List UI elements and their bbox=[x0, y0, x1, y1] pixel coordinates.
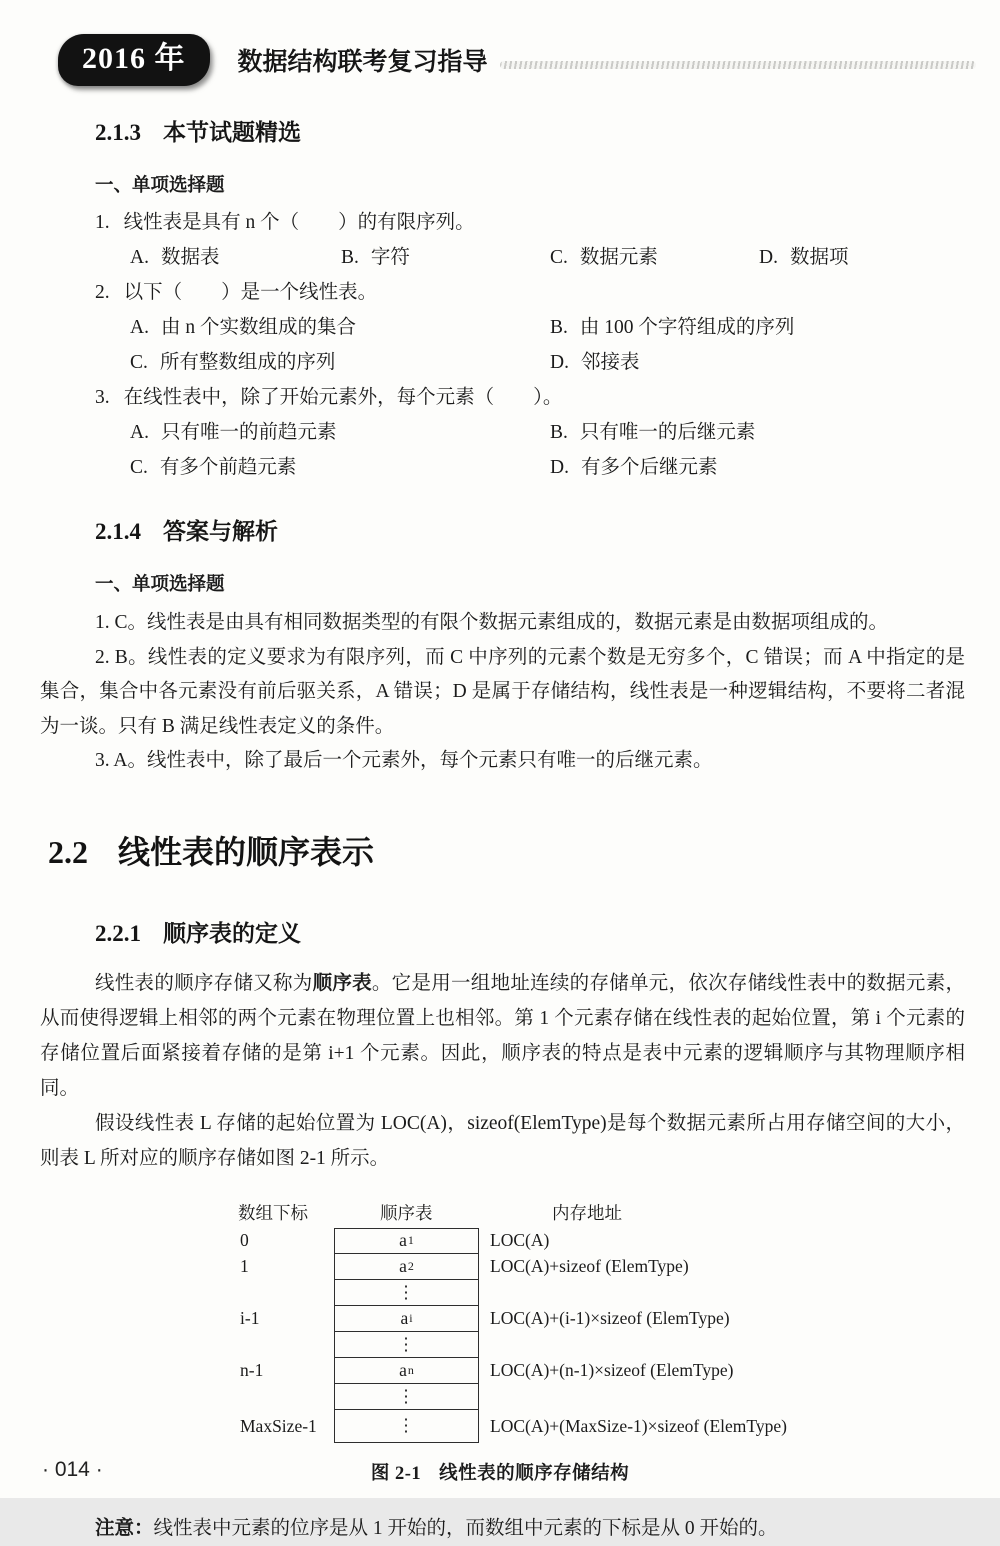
section-heading-2-1-4 bbox=[95, 513, 1000, 546]
figure-cell-ellipsis: ⋮ bbox=[334, 1280, 479, 1306]
option-b: B. 只有唯一的后继元素 bbox=[550, 422, 756, 443]
section-title: 线性表的顺序表示 bbox=[118, 833, 375, 870]
question-number: 3. bbox=[95, 387, 110, 408]
figure-memory-address: LOC(A)+(i-1)×sizeof (ElemType) bbox=[490, 1308, 730, 1329]
section-number: 2.1.3 bbox=[95, 120, 141, 145]
figure-cell: a n bbox=[334, 1358, 479, 1384]
figure-memory-address bbox=[479, 1332, 1000, 1358]
page-number: · 014 · bbox=[42, 1458, 103, 1481]
page-header bbox=[0, 0, 1000, 86]
figure-memory-address: LOC(A)+sizeof (ElemType) bbox=[490, 1256, 689, 1277]
option-c: C. 所有整数组成的序列 bbox=[130, 352, 336, 373]
option-d: D. 数据项 bbox=[759, 247, 849, 268]
figure-caption-number: 图 2-1 bbox=[370, 1463, 422, 1484]
section-title: 本节试题精选 bbox=[163, 119, 301, 145]
answer-1: 1. C。线性表是由具有相同数据类型的有限个数据元素组成的，数据元素是由数据项组成的。 bbox=[95, 612, 889, 633]
figure-memory-address bbox=[479, 1384, 1000, 1410]
year-badge: 2016 年 bbox=[58, 34, 210, 86]
figure-row-index: n-1 bbox=[240, 1360, 264, 1381]
term-shunxubiao: 顺序表 bbox=[312, 972, 372, 994]
note-text: 线性表中元素的位序是从 1 开始的，而数组中元素的下标是从 0 开始的。 bbox=[153, 1517, 778, 1539]
question-text: 在线性表中，除了开始元素外，每个元素（ ）。 bbox=[123, 387, 563, 408]
figure-cell: a i bbox=[334, 1306, 479, 1332]
figure-row-index bbox=[238, 1280, 334, 1306]
answer-type-heading: 一、单项选择题 bbox=[95, 575, 225, 595]
figure-memory-address: LOC(A)+(n-1)×sizeof (ElemType) bbox=[490, 1360, 734, 1381]
figure-memory-address bbox=[479, 1280, 1000, 1306]
question-3 bbox=[95, 380, 1000, 415]
figure-storage-diagram bbox=[238, 1228, 1000, 1443]
figure-column-headers bbox=[0, 1200, 1000, 1224]
option-c: C. 有多个前趋元素 bbox=[130, 457, 297, 478]
option-b: B. 由 100 个字符组成的序列 bbox=[550, 317, 795, 338]
option-d: D. 有多个后继元素 bbox=[550, 457, 718, 478]
figure-cell-ellipsis: ⋮ bbox=[334, 1332, 479, 1358]
figure-memory-address: LOC(A) bbox=[490, 1230, 550, 1251]
figure-caption bbox=[0, 1459, 1000, 1485]
figure-cell-ellipsis: ⋮ bbox=[334, 1384, 479, 1410]
question-text: 线性表是具有 n 个（ ）的有限序列。 bbox=[123, 212, 475, 233]
question-3-options-row1 bbox=[130, 415, 1000, 450]
figure-row-index: i-1 bbox=[240, 1308, 260, 1329]
answer-2: 2. B。线性表的定义要求为有限序列，而 C 中序列的元素个数是无穷多个，C 错误；而 A 中指定的是集合，集合中各元素没有前后驱关系，A 错误；D 是属于存储结构，线性表是一种逻辑结构，不要将二者混为一谈。只有 B 满足线性表定义的条件。 bbox=[40, 646, 965, 737]
figure-2-1 bbox=[0, 1200, 1000, 1485]
question-1 bbox=[95, 205, 1000, 240]
note bbox=[95, 1511, 965, 1546]
answer-3: 3. A。线性表中，除了最后一个元素外，每个元素只有唯一的后继元素。 bbox=[95, 750, 713, 772]
question-number: 2. bbox=[95, 282, 110, 303]
figure-row-index: MaxSize-1 bbox=[240, 1415, 317, 1436]
figure-row-index bbox=[238, 1332, 334, 1358]
figure-caption-text: 线性表的顺序存储结构 bbox=[439, 1463, 630, 1484]
figure-row-index: 1 bbox=[240, 1256, 249, 1277]
book-title: 数据结构联考复习指导 bbox=[237, 48, 488, 76]
option-a: A. 数据表 bbox=[130, 247, 220, 268]
question-2-options-row2 bbox=[130, 345, 1000, 380]
questions-list bbox=[0, 205, 1000, 485]
paragraph-1: 线性表的顺序存储又称为顺序表。它是用一组地址连续的存储单元，依次存储线性表中的数据元素，从而使得逻辑上相邻的两个元素在物理位置上也相邻。第 1 个元素存储在线性表的起始位置，第 i 个元素的存储位置后面紧接着存储的是第 i+1 个元素。因此，顺序表的特点是表中元素的逻辑顺序与其物理顺序相同。 bbox=[40, 972, 965, 1099]
figure-row-index bbox=[238, 1384, 334, 1410]
section-heading-2-2-1 bbox=[95, 915, 1000, 948]
question-2 bbox=[95, 275, 1000, 310]
section-heading-2-1-3 bbox=[95, 114, 1000, 147]
definition-paragraphs bbox=[40, 966, 965, 1176]
figure-header-array-index: 数组下标 bbox=[238, 1202, 308, 1223]
question-3-options-row2 bbox=[130, 450, 1000, 485]
question-2-options-row1 bbox=[130, 310, 1000, 345]
figure-row-index: 0 bbox=[240, 1230, 249, 1251]
question-text: 以下（ ）是一个线性表。 bbox=[123, 282, 378, 303]
answers-block bbox=[40, 606, 965, 779]
section-number: 2.1.4 bbox=[95, 519, 141, 544]
question-number: 1. bbox=[95, 212, 110, 233]
option-c: C. 数据元素 bbox=[550, 247, 658, 268]
section-number: 2.2 bbox=[48, 833, 88, 870]
decorative-rule bbox=[500, 61, 976, 69]
option-a: A. 只有唯一的前趋元素 bbox=[130, 422, 337, 443]
figure-cell-ellipsis: ⋮ bbox=[334, 1410, 479, 1443]
note-label: 注意： bbox=[95, 1516, 154, 1539]
figure-header-memory-address: 内存地址 bbox=[552, 1202, 622, 1223]
figure-cell: a 1 bbox=[334, 1228, 479, 1254]
option-a: A. 由 n 个实数组成的集合 bbox=[130, 317, 356, 338]
section-title: 答案与解析 bbox=[163, 518, 278, 544]
option-b: B. 字符 bbox=[341, 247, 410, 268]
figure-memory-address: LOC(A)+(MaxSize-1)×sizeof (ElemType) bbox=[490, 1415, 787, 1436]
chapter-heading-2-2 bbox=[48, 827, 1000, 873]
figure-header-sequential-list: 顺序表 bbox=[380, 1202, 433, 1223]
option-d: D. 邻接表 bbox=[550, 352, 640, 373]
section-title: 顺序表的定义 bbox=[163, 919, 301, 946]
question-type-heading: 一、单项选择题 bbox=[95, 176, 225, 196]
paragraph-2: 假设线性表 L 存储的起始位置为 LOC(A)，sizeof(ElemType)是每个数据元素所占用存储空间的大小，则表 L 所对应的顺序存储如图 2-1 所示。 bbox=[40, 1112, 965, 1169]
figure-cell: a 2 bbox=[334, 1254, 479, 1280]
question-1-options bbox=[130, 240, 1000, 275]
section-number: 2.2.1 bbox=[95, 920, 141, 946]
